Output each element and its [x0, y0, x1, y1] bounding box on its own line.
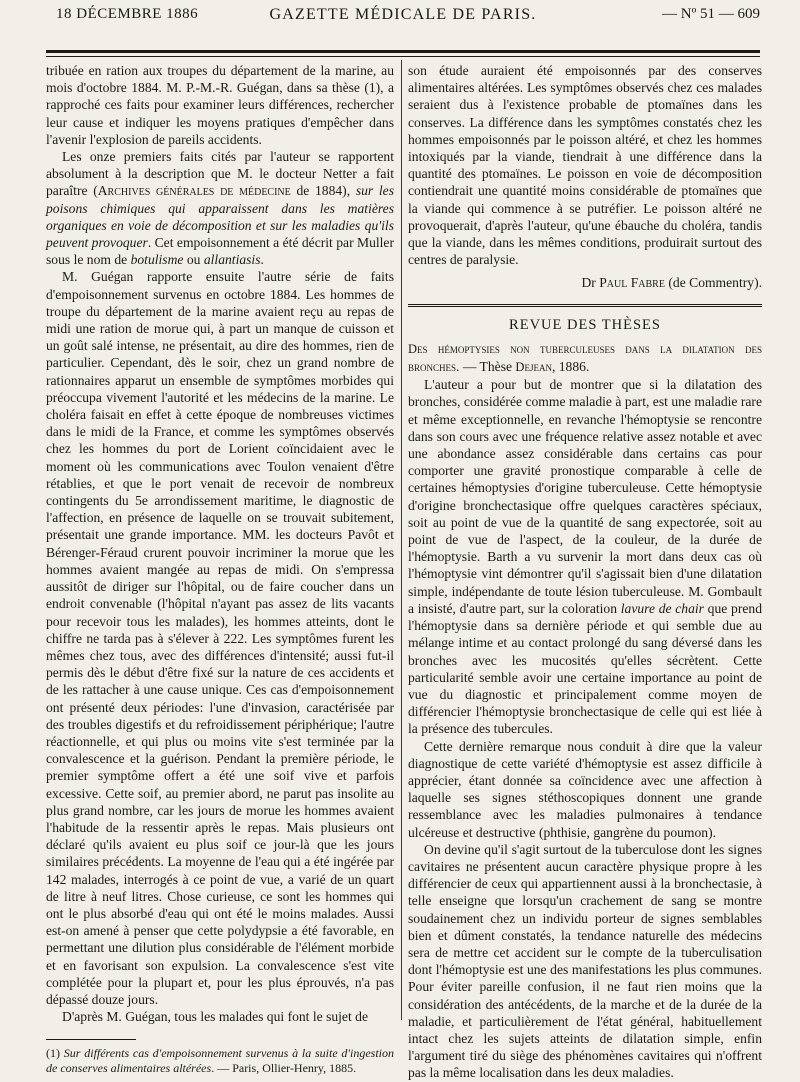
right-paragraph-2 [408, 376, 762, 737]
right-column [408, 62, 762, 1082]
text-run: de 1884), [290, 183, 356, 199]
right-paragraph-3: Cette dernière remarque nous conduit à dire que la valeur diagnostique de cette variété d'hémoptysie est assez difficile à apprécier, étant donnée sa coïncidence avec une affection à laquelle ses signes stéthoscopiques donnent une grande ressemblance avec les maladies pulmonaires à tendance ulcéreuse et destructive (phthisie, gangrène du poumon). [408, 738, 762, 840]
text-run: ou [183, 252, 204, 268]
thesis-title: Des hémoptysies non tuberculeuses dans la dilatation des bronches [408, 341, 762, 375]
signature-title: Dr [581, 275, 600, 291]
header-issue-page: — Nº 51 — 609 [662, 6, 760, 22]
author-signature [408, 274, 762, 291]
footnote-rule [46, 1039, 136, 1040]
journal-reference: Archives générales de médecine [97, 183, 291, 199]
section-title: REVUE DES THÈSES [509, 316, 661, 333]
thesis-year: , 1886. [551, 359, 590, 375]
left-paragraph-1: tribuée en ration aux troupes du département de la marine, au mois d'octobre 1884. M. P.-M.-R. Guégan, dans sa thèse (1), a rapproché ces faits pour examiner leurs différences, rechercher leur cause et indiquer les moyens pratiques d'empêcher dans l'avenir l'explosion de pareils accidents. [46, 63, 394, 147]
text-run: . Cet empoisonnement a été décrit par Muller sous le nom de [46, 235, 394, 268]
text-run: . [260, 252, 264, 268]
term-allantiasis: allantiasis [203, 252, 261, 268]
signature-place: (de Commentry). [664, 275, 762, 291]
column-divider [401, 60, 402, 1020]
thesis-author: Dejean [515, 360, 552, 375]
page-header [46, 6, 760, 36]
left-paragraph-2 [46, 148, 394, 268]
footnote-publisher: . — Paris, Ollier-Henry, 1885. [211, 1061, 357, 1076]
thesis-heading [408, 340, 762, 376]
footnote-marker: (1) [46, 1046, 64, 1061]
header-date: 18 DÉCEMBRE 1886 [56, 6, 199, 22]
footnote [46, 1046, 394, 1076]
text-run: Les onze premiers faits cités par l'auteur se rapportent absolument à la description que M. le docteur Netter a fait paraître ( [46, 149, 394, 199]
term-botulisme: botulisme [130, 252, 184, 268]
header-rule-thin [46, 56, 760, 57]
left-column [46, 62, 394, 1076]
section-rule [408, 304, 762, 307]
footnote-title: Sur différents cas d'empoisonnement survenus à la suite d'ingestion de conserves alimentaires altérées [46, 1046, 394, 1076]
left-paragraph-4: D'après M. Guégan, tous les malades qui font le sujet de [62, 1009, 368, 1025]
header-journal-title: GAZETTE MÉDICALE DE PARIS. [269, 6, 537, 23]
signature-name: Paul Fabre [599, 275, 665, 291]
text-run: L'auteur a pour but de montrer que si la dilatation des bronches, considérée comme maladie à part, est une maladie rare et même exceptionnelle, en revanche l'hémoptysie se rencontre dans son cours avec une fréquence relative assez notable et avec une abondance assez considérable dans certains cas pour comporter une gravité pronostique comparable à celle de certaines hémoptysies d'origine tuberculeuse. Cette hémoptysie d'origine bronchectasique offre quelques caractères spéciaux, soit au point de vue de la quantité de sang expectorée, soit au point de vue de l'aspect, de la couleur, de la durée de l'hémoptysie. Barth a vu survenir la mort dans deux cas où l'hémoptysie vint démontrer qu'il s'agissait bien d'une dilatation simple, indépendante de toute lésion tuberculeuse. M. Gombault a insisté, d'autre part, sur la coloration [408, 377, 762, 616]
text-run: que prend l'hémoptysie dans sa dernière période et qui semble due au mélange intime et au contact prolongé du sang déversé dans les bronches avec les mucosités qu'elles sécrètent. Cette particularité semble avoir une certaine importance au point de vue du diagnostic et principalement comme moyen de différencier l'hémoptysie bronchectasique de celle qui est liée à la présence des tubercules. [408, 600, 762, 737]
left-paragraph-3: M. Guégan rapporte ensuite l'autre série de faits d'empoisonnement survenus en octobre 1884. Les hommes de troupe du département de la marine avaient reçu au repas de midi une ration de morue qui, à part un manque de cuisson et un goût salé intense, ne présentait, au dire des hommes, rien de particulier. Cependant, dès le soir, chez un grand nombre de rationnaires apparut un ensemble de symptômes morbides qui préoccupa vivement l'autorité et les médecins de la marine. Le choléra faisait en effet à cette époque de nombreuses victimes dans le midi de la France, et comme les symptômes observés chez les hommes du port de Lorient coïncidaient avec le moment où les communications avec Toulon venaient d'être rétablies, et que le port venait de recevoir de nombreux contingents du 5e arrondissement maritime, le diagnostic de l'affection, en présence de laquelle on se trouvait subitement, présentait une grande importance. MM. les docteurs Pavôt et Bérenger-Féraud crurent pouvoir incriminer la morue que les hommes avaient mangée au repas de midi. On s'empressa aussitôt de diriger sur l'hôpital, ou de faire coucher dans un endroit convenable (l'hôpital n'ayant pas assez de lits vacants pour recevoir tous les malades), les hommes atteints, dont le chiffre ne tarda pas à s'élever à 222. Les symptômes furent les mêmes chez tous, avec des différences d'intensité; aussi fut-il permis dès le début d'être fixé sur la nature de ces accidents et de les rattacher à une cause unique. Ces cas d'empoisonnement ont présenté deux périodes: l'une d'invasion, caractérisée par des troubles digestifs et du refroidissement périphérique; l'autre réactionnelle, et qui plus ou moins vite s'est terminée par la convalescence et la guérison. Pendant la première période, le premier symptôme offert a été une soif vive et parfois excessive. Cette soif, au premier abord, ne parut pas insolite au plus grand nombre, car les jours de morue les hommes avaient l'habitude de la ressentir après le repas. Mais plusieurs ont déclaré qu'ils avaient eu plus soif ce jour-là que les jours similaires précédents. La moyenne de l'eau qui a été ingérée par 142 malades, interrogés à ce point de vue, a varié de un quart de litre à neuf litres. Chose curieuse, ce sont les hommes qui ont le plus absorbé d'eau qui ont été le moins malades. Aussi est-on amené à penser que cette polydypsie a été favorable, en permettant une dilution plus considérable de l'élément morbide et en favorisant son expulsion. La convalescence s'est vite complétée pour la plupart et, pour les plus éprouvés, n'a pas dépassé douze jours. [46, 269, 394, 1007]
text-run: . — Thèse [456, 359, 516, 375]
term-lavure-de-chair: lavure de chair [620, 600, 704, 616]
header-rule-thick [46, 50, 760, 53]
right-paragraph-4: On devine qu'il s'agit surtout de la tuberculose dont les signes cavitaires ne présentent aucun caractère physique propre à les différencier de ceux qui appartiennent aussi à la bronchectasie, à telle enseigne que lorsqu'un crachement de sang se montre soudainement chez un individu porteur de signes semblables bien et dûment constatés, la tendance naturelle des médecins sera de mettre cet accident sur le compte de la tuberculisation dont l'hémoptysie est une des manifestations les plus communes. Pour éviter pareille confusion, il ne faut rien moins que la considération des antécédents, de la marche et de la durée de la maladie, et particulièrement de l'état général, habituellement intact chez les sujets atteints de dilatation simple, enfin l'argument tiré du siège des phénomènes cavitaires qui n'offrent pas la même localisation dans les deux maladies. [408, 841, 762, 1081]
article-title: sur les poisons chimiques qui apparaissent dans les matières organiques en voie de décomposition et sur les maladies qu'ils peuvent provoquer [46, 183, 394, 251]
right-paragraph-1: son étude auraient été empoisonnés par des conserves alimentaires altérées. Les symptômes observés chez ces malades seraient dus à l'existence probable de ptomaïnes dans les conserves. La différence dans les symptômes constatés chez les hommes empoisonnés par le poisson altéré, et chez les hommes intoxiqués par la viande, tiendrait à une différence dans la quantité des ptomaïnes. Le poisson en voie de décomposition contiendrait une quantité moins considérable de ptomaïnes que la viande qui commence à se putréfier. Le poisson altéré ne provoquerait, d'après l'auteur, qu'une ébauche du choléra, tandis que la viande, dans les mêmes conditions, produirait surtout des centres de paralysie. [408, 63, 762, 268]
